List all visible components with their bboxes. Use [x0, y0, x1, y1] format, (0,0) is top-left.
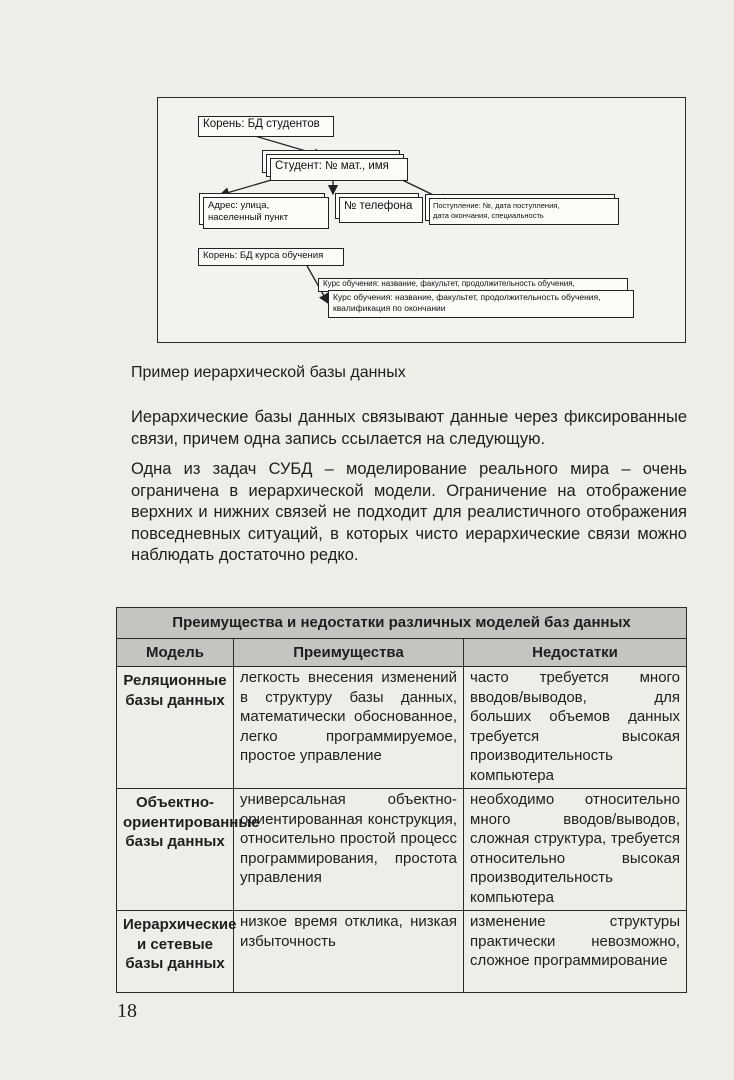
- table-row: [117, 789, 687, 911]
- root-students-box: [198, 116, 334, 137]
- address-line-2: населенный пункт: [208, 212, 289, 223]
- disadvantages-cell: часто требуется много вводов/выводов, для больших объемов данных требуется высокая производительность компьютера: [464, 667, 687, 789]
- model-cell: Иерархические и сетевые базы данных: [117, 911, 234, 993]
- advantages-cell: низкое время отклика, низкая избыточность: [234, 911, 464, 993]
- advantages-cell: легкость внесения изменений в структуру базы данных, математически обоснованное, легко программируемое, простое управление: [234, 667, 464, 789]
- column-header-advantages: Преимущества: [234, 638, 464, 667]
- course-line-1: Курс обучения: название, факультет, продолжительность обучения,: [333, 292, 601, 302]
- course-back-label: Курс обучения: название, факультет, продолжительность обучения,: [323, 279, 575, 288]
- root-to-student-arrow: [248, 134, 323, 156]
- advantages-cell: универсальная объектно-ориентированная конструкция, относительно простой процесс программирования, простота управления: [234, 789, 464, 911]
- address-box: [203, 197, 329, 229]
- course-line-2: квалификация по окончании: [333, 303, 446, 313]
- root-students-label: Корень: БД студентов: [203, 118, 320, 130]
- disadvantages-cell: необходимо относительно много вводов/выводов, сложная структура, требуется относительно высокая производительность компьютера: [464, 789, 687, 911]
- student-box: [270, 158, 408, 181]
- address-line-1: Адрес: улица,: [208, 200, 270, 211]
- model-cell: Объектно-ориентированные базы данных: [117, 789, 234, 911]
- hierarchy-diagram: [157, 97, 686, 343]
- page-number: 18: [117, 1000, 137, 1022]
- root-courses-box: [198, 248, 344, 266]
- phone-label: № телефона: [344, 200, 413, 212]
- model-cell: Реляционные базы данных: [117, 667, 234, 789]
- root-courses-label: Корень: БД курса обучения: [203, 250, 324, 261]
- table-title: Преимущества и недостатки различных моделей баз данных: [117, 608, 687, 639]
- figure-caption: Пример иерархической базы данных: [131, 364, 406, 381]
- phone-box: [339, 197, 423, 223]
- disadvantages-cell: изменение структуры практически невозможно, сложное программирование: [464, 911, 687, 993]
- table-row: [117, 667, 687, 789]
- admission-box: [429, 198, 619, 225]
- comparison-table: [116, 607, 687, 993]
- column-header-model: Модель: [117, 638, 234, 667]
- paragraph-2: Одна из задач СУБД – моделирование реального мира – очень ограничена в иерархической модели. Ограничение на отображение верхних и нижних связей не подходит для реалистичного отображения повседневных ситуаций, в которых чисто иерархические связи можно наблюдать достаточно редко.: [131, 460, 687, 564]
- course-box: [328, 290, 634, 318]
- admission-line-2: дата окончания, специальность: [433, 211, 544, 220]
- column-header-disadvantages: Недостатки: [464, 638, 687, 667]
- table-row: [117, 911, 687, 993]
- admission-line-1: Поступление: №, дата поступления,: [433, 201, 560, 210]
- paragraph-1: Иерархические базы данных связывают данные через фиксированные связи, причем одна запись ссылается на следующую.: [131, 408, 687, 448]
- student-label: Студент: № мат., имя: [275, 160, 389, 172]
